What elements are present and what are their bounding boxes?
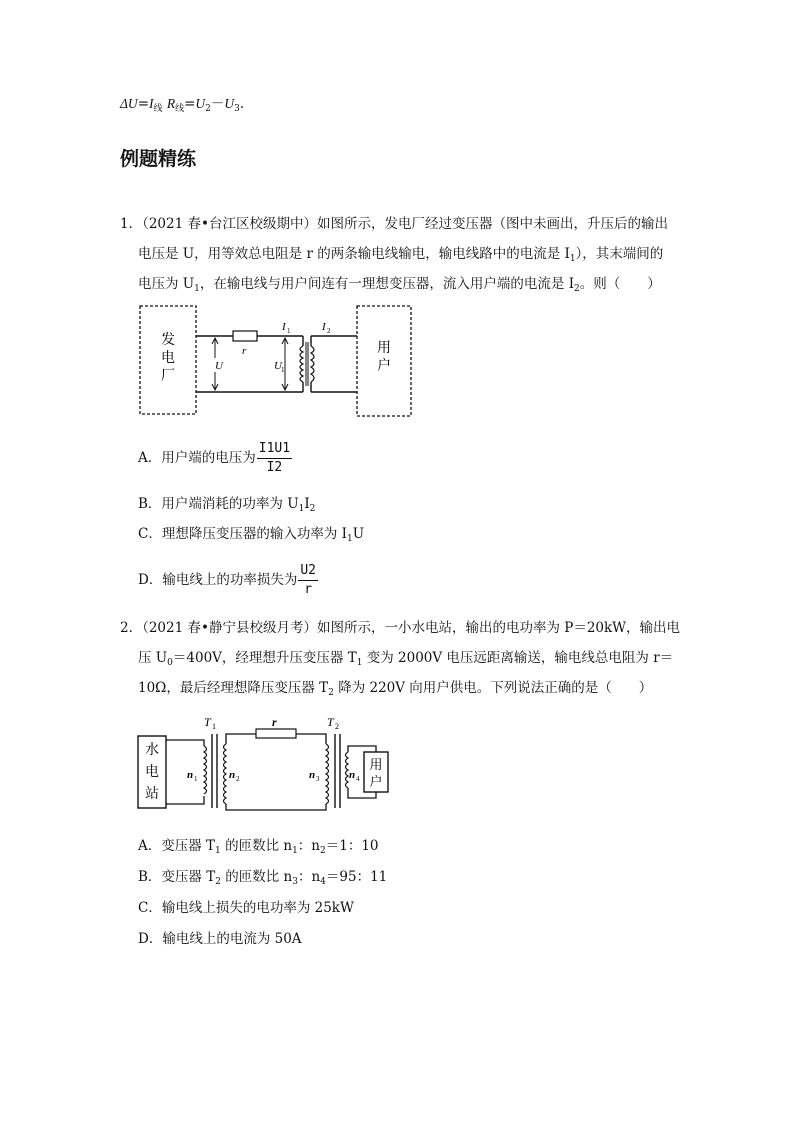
formula-eq: = bbox=[137, 96, 149, 112]
q2-line3-a: 10Ω，最后经理想降压变压器 T bbox=[138, 680, 329, 696]
formula-delta-u: ΔU bbox=[120, 96, 138, 111]
formula-u2: U bbox=[195, 96, 206, 111]
q1-option-d-text: D．输电线上的功率损失为 bbox=[138, 572, 298, 588]
formula-i: I bbox=[149, 96, 154, 111]
i1-label-sub: 1 bbox=[287, 327, 291, 335]
plant-label-1: 发 bbox=[161, 332, 175, 348]
q2-option-a-1: A．变压器 T bbox=[138, 838, 216, 854]
u-label: U bbox=[215, 360, 223, 372]
q1-option-c-text: C．理想降压变压器的输入功率为 I bbox=[138, 526, 347, 542]
line-top-right bbox=[296, 734, 326, 744]
i2-label: I bbox=[322, 321, 326, 333]
station-label-2: 电 bbox=[145, 764, 159, 780]
q2-line2-sub1: 1 bbox=[356, 658, 363, 668]
q2-option-b-sub3: 4 bbox=[320, 877, 326, 887]
q1-option-a-fraction bbox=[257, 440, 292, 477]
loop1-top bbox=[166, 740, 204, 746]
q1-option-d bbox=[138, 560, 319, 600]
q2-option-b-1: B．变压器 T bbox=[138, 869, 216, 885]
q1-option-c-sub: 1 bbox=[346, 534, 353, 544]
q1-option-c-end: U bbox=[352, 526, 365, 542]
resistor-r bbox=[256, 729, 296, 738]
n4-label: n bbox=[349, 769, 356, 781]
t2-label-sub: 2 bbox=[335, 722, 339, 731]
q1-option-a-numerator: I1U1 bbox=[257, 440, 292, 459]
q2-option-b bbox=[138, 867, 387, 887]
n3-label: n bbox=[309, 769, 316, 781]
q2-option-b-4: ＝95：11 bbox=[325, 869, 388, 885]
secondary-coil bbox=[311, 346, 314, 382]
q1-line2-post: ），其末端间的 bbox=[575, 246, 664, 262]
q1-option-a-denominator: I2 bbox=[266, 460, 283, 475]
coil-n4 bbox=[346, 752, 349, 788]
user-label-1: 用 bbox=[369, 758, 383, 773]
formula-u3-sub: 3 bbox=[234, 104, 240, 114]
n3-label-sub: 3 bbox=[316, 775, 320, 783]
q2-line1: 2．（2021 春•静宁县校级月考）如图所示，一小水电站，输出的电功率为 P＝20kW，输出电 bbox=[120, 620, 681, 636]
coil-n2 bbox=[224, 744, 227, 804]
q2-option-d: D．输电线上的电流为 50A bbox=[138, 931, 302, 947]
q2-option-a-2: 的匝数比 n bbox=[220, 838, 293, 854]
formula-i-sub: 线 bbox=[153, 104, 163, 114]
section-title: 例题精练 bbox=[120, 148, 197, 170]
q1-option-a-text: A．用户端的电压为 bbox=[138, 450, 256, 466]
user-label-1: 用 bbox=[377, 340, 391, 356]
r-label: r bbox=[242, 345, 247, 357]
q1-option-d-numerator: U2 bbox=[298, 562, 318, 581]
q1-option-c bbox=[138, 524, 364, 544]
q1-circuit-diagram bbox=[135, 302, 420, 420]
q2-line2-b: ＝400V，经理想升压变压器 T bbox=[172, 650, 357, 666]
formula-u2-sub: 2 bbox=[205, 104, 211, 114]
q1-line3-b: ，在输电线与用户间连有一理想变压器，流入用户端的电流是 I bbox=[199, 276, 575, 292]
user-label-2: 户 bbox=[369, 775, 383, 790]
r-label: r bbox=[272, 715, 277, 729]
q2-option-a-sub1: 1 bbox=[215, 846, 221, 856]
q2-line2-c: 变为 2000V 电压远距离输送，输电线总电阻为 r＝ bbox=[362, 650, 674, 666]
n2-label: n bbox=[229, 769, 236, 781]
n2-label-sub: 2 bbox=[236, 775, 240, 783]
q1-option-a bbox=[138, 438, 293, 478]
primary-coil bbox=[300, 346, 303, 382]
coil-n1 bbox=[204, 746, 207, 794]
q2-option-a-4: ＝1：10 bbox=[325, 838, 379, 854]
u1-label-sub: 1 bbox=[281, 366, 285, 374]
q2-line3 bbox=[138, 678, 652, 698]
q2-option-b-3: ：n bbox=[297, 869, 321, 885]
i2-label-sub: 2 bbox=[327, 327, 331, 335]
q2-option-a bbox=[138, 836, 379, 856]
t1-label: T bbox=[204, 715, 211, 729]
q2-line2-a: 压 U bbox=[138, 650, 168, 666]
q1-option-d-fraction bbox=[298, 562, 318, 599]
q2-line2 bbox=[138, 648, 673, 668]
q2-line3-sub: 2 bbox=[328, 688, 334, 698]
i1-label: I bbox=[282, 321, 286, 333]
t2-label: T bbox=[327, 715, 334, 729]
formula-line bbox=[120, 94, 244, 114]
q2-option-b-sub1: 2 bbox=[215, 877, 221, 887]
q1-line3-c: 。则（ ） bbox=[579, 276, 661, 292]
u1-label: U bbox=[274, 360, 282, 372]
q1-option-d-denominator: r bbox=[304, 582, 313, 597]
n1-label-sub: 1 bbox=[194, 775, 198, 783]
formula-eq2: = bbox=[184, 96, 196, 112]
q2-option-a-3: ：n bbox=[297, 838, 320, 854]
formula-u3: U bbox=[224, 96, 235, 111]
formula-r: R bbox=[166, 96, 176, 111]
q2-option-c: C．输电线上损失的电功率为 25kW bbox=[138, 900, 354, 916]
q1-line3-sub1: 1 bbox=[194, 284, 200, 294]
q2-line3-b: 降为 220V 向用户供电。下列说法正确的是（ ） bbox=[333, 680, 653, 696]
n4-label-sub: 4 bbox=[356, 775, 360, 783]
q1-option-b-mid: I bbox=[304, 496, 310, 512]
plant-label-2: 电 bbox=[161, 350, 175, 366]
n1-label: n bbox=[187, 769, 194, 781]
user-label-2: 户 bbox=[377, 358, 391, 374]
q1-option-b-sub2: 2 bbox=[309, 504, 316, 514]
line-bottom bbox=[226, 804, 326, 810]
q1-line2-sub: 1 bbox=[569, 254, 576, 264]
q1-line3-sub2: 2 bbox=[574, 284, 580, 294]
q1-line2 bbox=[138, 244, 663, 264]
resistor-r bbox=[233, 331, 257, 341]
q1-line3-a: 电压为 U bbox=[138, 276, 195, 292]
line-top-left bbox=[226, 734, 256, 744]
formula-r-sub: 线 bbox=[175, 104, 185, 114]
loop1-bottom bbox=[166, 796, 204, 804]
q1-line1: 1．（2021 春•台江区校级期中）如图所示，发电厂经过变压器（图中未画出，升压后的输出 bbox=[120, 216, 668, 232]
q1-option-b-sub1: 1 bbox=[298, 504, 305, 514]
q1-option-b-text: B．用户端消耗的功率为 U bbox=[138, 496, 299, 512]
t1-label-sub: 1 bbox=[212, 722, 216, 731]
q1-line3 bbox=[138, 274, 661, 294]
q2-line2-sub0: 0 bbox=[167, 658, 173, 668]
q2-option-b-sub2: 3 bbox=[292, 877, 298, 887]
q2-option-a-sub2: 1 bbox=[292, 846, 298, 856]
plant-label-3: 厂 bbox=[161, 368, 175, 384]
station-label-1: 水 bbox=[145, 742, 159, 758]
loop4-top bbox=[348, 746, 376, 752]
q1-line2-pre: 电压是 U，用等效总电阻是 r 的两条输电线输电，输电线路中的电流是 I bbox=[138, 246, 570, 262]
station-label-3: 站 bbox=[145, 786, 159, 802]
formula-end: . bbox=[239, 96, 245, 112]
q2-option-b-2: 的匝数比 n bbox=[220, 869, 293, 885]
q2-circuit-diagram bbox=[132, 712, 397, 815]
coil-n3 bbox=[326, 744, 329, 804]
q1-option-b bbox=[138, 494, 315, 514]
formula-minus: － bbox=[210, 96, 225, 112]
q2-option-a-sub3: 2 bbox=[320, 846, 326, 856]
